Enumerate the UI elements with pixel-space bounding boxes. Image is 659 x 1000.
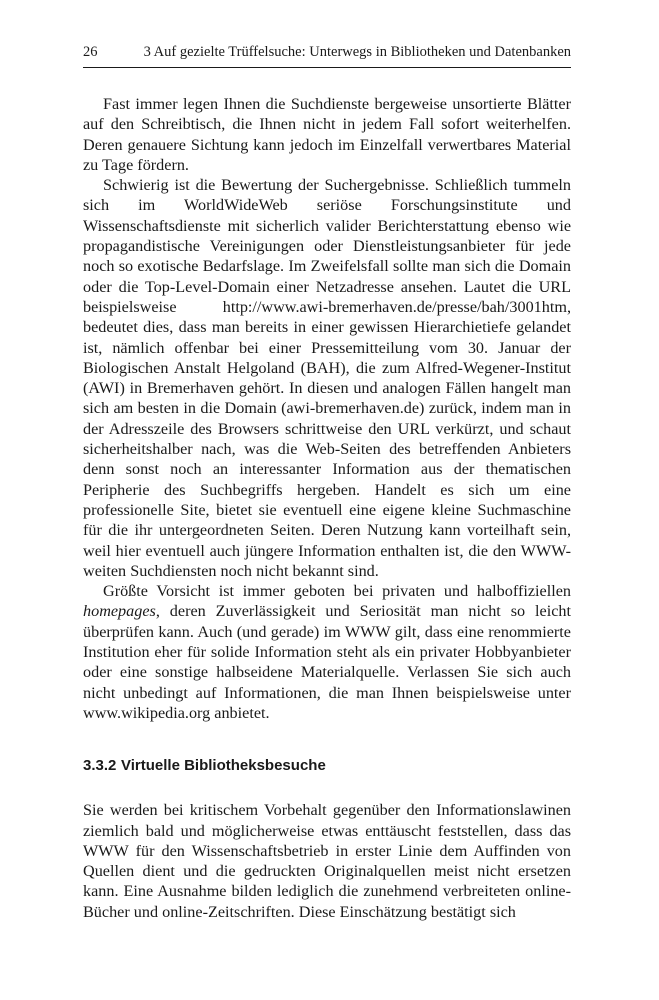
body-text bbox=[83, 94, 571, 922]
paragraph-caution bbox=[83, 581, 571, 723]
section-title: Virtuelle Bibliotheksbesuche bbox=[121, 757, 326, 775]
chapter-title: 3 Auf gezielte Trüffelsuche: Unterwegs in Bibliotheken und Datenbanken bbox=[143, 44, 571, 60]
section-number: 3.3.2 bbox=[83, 757, 117, 775]
paragraph-caution-end: , deren Zuverlässigkeit und Seriosität man nicht so leicht überprüfen kann. Auch (und gerade) im WWW gilt, dass eine renommierte Institution eher für solide Information steht als ein privater Hobbyanbieter oder eine sonstige halbseidene Materialquelle. Verlassen Sie sich auch nicht unbedingt auf Informationen, die man Ihnen beispielsweise unter www.wikipedia.org anbietet. bbox=[83, 602, 571, 722]
paragraph-virtual-libraries: Sie werden bei kritischem Vorbehalt gegenüber den Informationslawinen ziemlich bald und möglicherweise etwas enttäuscht feststellen, dass das WWW für den Wissenschaftsbetrieb in erster Linie dem Auffinden von Quellen dient und die gedruckten Originalquellen meist nicht ersetzen kann. Eine Ausnahme bilden lediglich die zunehmend verbreiteten online-Bücher und online-Zeitschriften. Diese Einschätzung bestätigt sich bbox=[83, 801, 571, 921]
page-number: 26 bbox=[83, 44, 98, 60]
paragraph-search-results: Fast immer legen Ihnen die Suchdienste bergeweise unsortierte Blätter auf den Schreibtisch, die Ihnen nicht in jedem Fall sofort weiterhelfen. Deren genauere Sichtung kann jedoch im Einzelfall verwertbares Material zu Tage fördern. bbox=[83, 95, 571, 174]
section-heading bbox=[83, 756, 571, 776]
running-head bbox=[83, 42, 571, 68]
paragraph-caution-start: Größte Vorsicht ist immer geboten bei privaten und halboffiziellen bbox=[103, 582, 571, 601]
italic-term-homepages: homepages bbox=[83, 602, 156, 621]
book-page bbox=[83, 42, 571, 922]
paragraph-evaluation: Schwierig ist die Bewertung der Suchergebnisse. Schließlich tummeln sich im WorldWideWeb seriöse Forschungsinstitute und Wissenschaftsdienste mit sicherlich valider Berichterstattung ebenso wie propagandistische Vereinigungen oder Dienstleistungsanbieter für jede noch so exotische Bedarfslage. Im Zweifelsfall sollte man sich die Domain oder die Top-Level-Domain einer Netzadresse ansehen. Lautet die URL beispielsweise http://www.awi-bremerhaven.de/presse/bah/3001htm, bedeutet dies, dass man bereits in einer gewissen Hierarchietiefe gelandet ist, nämlich offenbar bei einer Pressemitteilung vom 30. Januar der Biologischen Anstalt Helgoland (BAH), die zum Alfred-Wegener-Institut (AWI) in Bremerhaven gehört. In diesen und analogen Fällen hangelt man sich am besten in die Domain (awi-bremerhaven.de) zurück, indem man in der Adresszeile des Browsers schrittweise den URL verkürzt, und schaut sicherheitshalber nach, was die Web-Seiten des betreffenden Anbieters denn sonst noch an interessanter Information aus der thematischen Peripherie des Suchbegriffs hergeben. Handelt es sich um eine professionelle Site, bietet sie eventuell eine eigene kleine Suchmaschine für die ihr untergeordneten Seiten. Deren Nutzung kann vorteilhaft sein, weil hier eventuell auch jüngere Information enthalten ist, die den WWW-weiten Suchdiensten noch nicht bekannt sind. bbox=[83, 176, 571, 580]
